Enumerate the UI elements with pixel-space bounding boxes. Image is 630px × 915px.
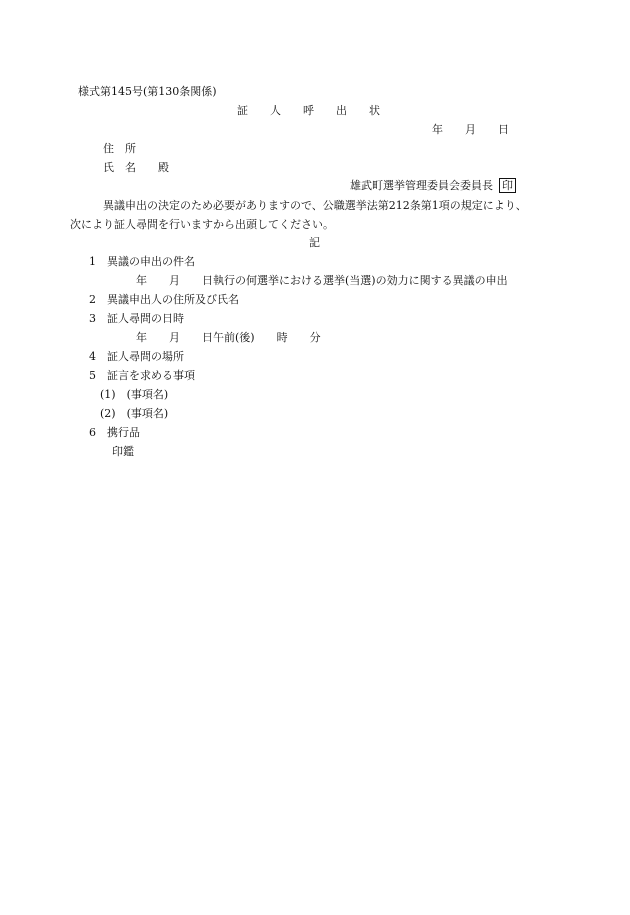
body-text-line-2: 次により証人尋問を行いますから出頭してください。	[70, 218, 334, 231]
item-6-detail: 印鑑	[112, 445, 134, 458]
item-4-heading: 4 証人尋問の場所	[89, 350, 184, 363]
seal-mark: 印	[499, 178, 516, 193]
item-3-heading: 3 証人尋問の日時	[89, 312, 184, 325]
item-3-detail: 年 月 日午前(後) 時 分	[136, 331, 321, 344]
item-1-heading: 1 異議の申出の件名	[89, 255, 195, 268]
date-line: 年 月 日	[432, 123, 509, 136]
item-6-heading: 6 携行品	[89, 426, 140, 439]
item-5-heading: 5 証言を求める事項	[89, 369, 195, 382]
form-number: 様式第145号(第130条関係)	[78, 85, 217, 98]
addressee-name-label: 氏 名 殿	[103, 161, 169, 174]
ki-heading: 記	[309, 236, 320, 249]
body-text-line-1: 異議申出の決定のため必要がありますので、公職選挙法第212条第1項の規定により、	[103, 199, 527, 212]
issuer-line	[350, 178, 516, 193]
item-1-detail: 年 月 日執行の何選挙における選挙(当選)の効力に関する異議の申出	[136, 274, 508, 287]
item-5-sub-1: (1) (事項名)	[100, 388, 169, 401]
item-5-sub-2: (2) (事項名)	[100, 407, 169, 420]
document-title: 証 人 呼 出 状	[237, 104, 380, 117]
address-label: 住 所	[103, 142, 136, 155]
item-2-heading: 2 異議申出人の住所及び氏名	[89, 293, 239, 306]
issuer-name: 雄武町選挙管理委員会委員長	[350, 179, 493, 192]
